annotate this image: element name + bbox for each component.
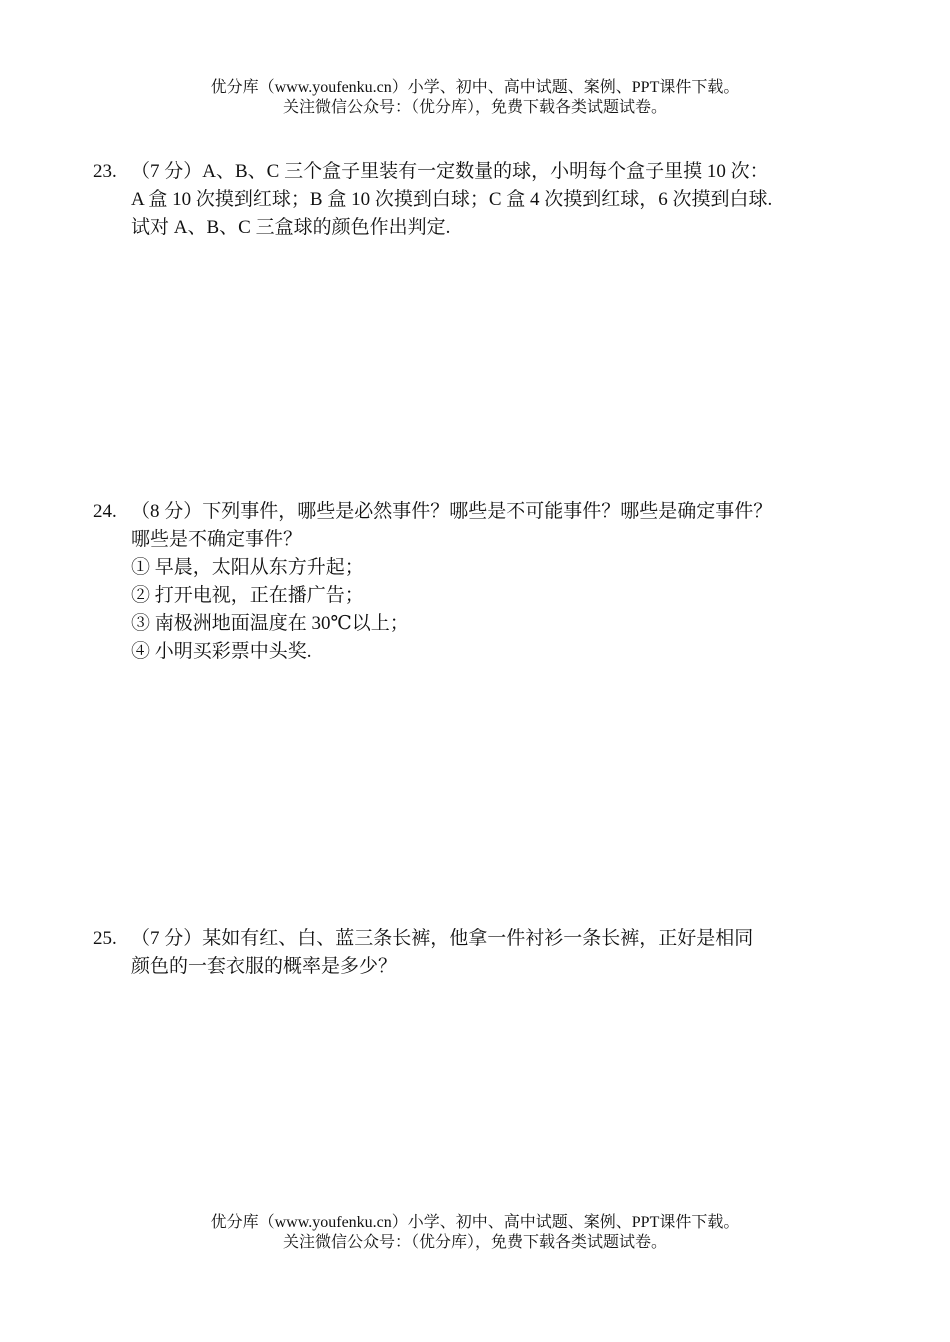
- question-23-line-2: A 盒 10 次摸到红球；B 盒 10 次摸到白球；C 盒 4 次摸到红球，6 次摸到白球.: [131, 189, 773, 210]
- question-23: [93, 158, 883, 242]
- question-25: [93, 925, 883, 981]
- footer-line-1: 优分库（www.youfenku.cn）小学、初中、高中试题、案例、PPT课件下载。: [210, 1214, 740, 1231]
- question-24-item-1: ① 早晨，太阳从东方升起；: [131, 557, 364, 578]
- question-24-item-2: ② 打开电视，正在播广告；: [131, 585, 364, 606]
- page-header: [0, 78, 950, 118]
- question-24-item-4: ④ 小明买彩票中头奖.: [131, 641, 312, 662]
- footer-line-2: 关注微信公众号：（优分库），免费下载各类试题试卷。: [282, 1234, 667, 1251]
- question-23-number: 23.: [93, 161, 117, 182]
- question-24-line-1: （8 分）下列事件，哪些是必然事件？哪些是不可能事件？哪些是确定事件？: [131, 501, 773, 522]
- header-line-2: 关注微信公众号：（优分库），免费下载各类试题试卷。: [282, 99, 667, 116]
- header-line-1: 优分库（www.youfenku.cn）小学、初中、高中试题、案例、PPT课件下载。: [210, 79, 740, 96]
- question-25-number: 25.: [93, 928, 117, 949]
- question-24-line-2: 哪些是不确定事件？: [131, 529, 303, 550]
- question-23-line-1: （7 分）A、B、C 三个盒子里装有一定数量的球，小明每个盒子里摸 10 次：: [131, 161, 769, 182]
- page-footer: [0, 1213, 950, 1253]
- question-23-line-3: 试对 A、B、C 三盒球的颜色作出判定.: [131, 217, 451, 238]
- question-24-number: 24.: [93, 501, 117, 522]
- question-25-line-2: 颜色的一套衣服的概率是多少？: [131, 956, 398, 977]
- question-25-line-1: （7 分）某如有红、白、蓝三条长裤，他拿一件衬衫一条长裤，正好是相同: [131, 928, 754, 949]
- question-24-item-3: ③ 南极洲地面温度在 30℃以上；: [131, 613, 409, 634]
- question-24: [93, 498, 883, 666]
